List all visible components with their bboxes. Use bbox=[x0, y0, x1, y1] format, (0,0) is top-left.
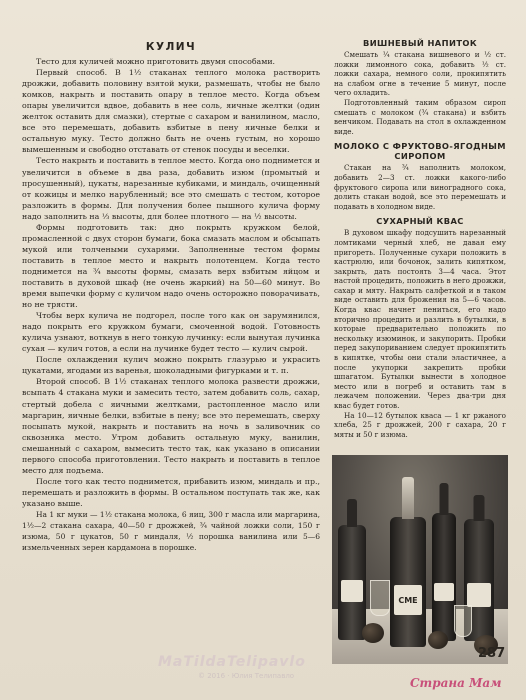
kvass-title: СУХАРНЫЙ КВАС bbox=[376, 216, 464, 227]
glass-right bbox=[454, 605, 472, 637]
kulich-ingredients: На 1 кг муки — 1½ стакана молока, 6 яиц, 300 г масла или маргарина, 1½—2 стакана сахара, 40—50 г дрожжей, ¾ чайной ложки соли, 150 г изюма, 50 г цукатов, 50 г миндаля, ½ порошка ванилина или 5—6 измельченных зерен кардамона в порошке. bbox=[22, 509, 320, 553]
kvass-ingredients: На 10—12 бутылок кваса — 1 кг ржаного хлеба, 25 г дрожжей, 200 г сахара, 20 г мяты и 50 г изюма. bbox=[334, 410, 506, 439]
method-1-paragraph-3: Формы подготовить так: дно покрыть кружком белой, промасленной с двух сторон бумаги, бока смазать маслом и обсыпать мукой или толчеными сухарями. Заполненные тестом формы поставить в теплое место и накрыть полотенцем. Когда тесто поднимется на ¾ высоты формы, смазать верх взбитым яйцом и поставить в духовой шкаф (не очень жаркий) на 50—60 минут. Во время выпечки форму с куличом надо очень осторожно поворачивать, но не трясти. bbox=[22, 222, 320, 310]
bottle-label-text: СМЕ bbox=[394, 585, 423, 615]
cherry-drink-title: ВИШНЕВЫЙ НАПИТОК bbox=[362, 38, 478, 48]
method-1-paragraph-1: Первый способ. В 1½ стаканах теплого молока растворить дрожжи, добавить половину взятой муки, размешать, чтобы не было комков, накрыть и поставить опару в теплое место. Когда объем опары увеличится вдвое, добавить в нее соль, яичные желтки (один желток оставить для смазки), стертые с сахаром и ванилином, масло, все это перемешать, добавить взбитые в пену яичные белки и остальную муку. Тесто должно быть не очень густым, но хорошо вымешенным и свободно отставать от стенок посуды и веселки. bbox=[22, 68, 320, 155]
kulich-intro: Тесто для куличей можно приготовить двумя способами. bbox=[36, 57, 276, 67]
method-1-paragraph-5: После охлаждения кулич можно покрыть глазурью и украсить цукатами, ягодами из варенья, шоколадными фигурками и т. п. bbox=[22, 355, 320, 376]
fruit-2 bbox=[428, 631, 448, 649]
glass-left bbox=[370, 580, 390, 616]
champagne-bottle bbox=[390, 517, 426, 647]
left-column bbox=[22, 42, 320, 553]
cherry-drink-paragraph-1: Смешать ¼ стакана вишневого и ½ ст. ложки лимонного сока, добавить ½ ст. ложки сахара, немного соли, прокипятить на слабом огне в течение 5 минут, после чего охладить. bbox=[334, 50, 506, 98]
method-2-paragraph-2: После того как тесто поднимется, прибавить изюм, миндаль и пр., перемешать и разложить в формы. В остальном поступать так же, как указано выше. bbox=[22, 476, 320, 508]
milk-syrup-paragraph: Стакан на ¾ наполнить молоком, добавить 2—3 ст. ложки какого-либо фруктового сиропа или виноградного сока, долить стакан водой, все это перемешать и подавать в холодном виде. bbox=[334, 163, 506, 211]
method-1-paragraph-4: Чтобы верх кулича не подгорел, после того как он зарумянился, надо покрыть его кружком бумаги, смоченной водой. Готовность кулича узнают, воткнув в него тонкую лучинку: если вынутая лучинка сухая — кулич готов, а если на лучинке будет тесто — кулич сырой. bbox=[22, 311, 320, 354]
bottle-middle bbox=[432, 513, 456, 641]
cherry-drink-paragraph-2: Подготовленный таким образом сироп смешать с молоком (¾ стакана) и взбить венчиком. Подавать на стол в охлажденном виде. bbox=[334, 97, 506, 136]
milk-syrup-title: МОЛОКО С ФРУКТОВО-ЯГОДНЫМ СИРОПОМ bbox=[334, 141, 506, 162]
right-column bbox=[334, 38, 506, 439]
site-logo: Страна Мам bbox=[410, 676, 502, 690]
watermark: MaTildaTelipavlo bbox=[158, 654, 306, 670]
kulich-title: КУЛИЧ bbox=[145, 41, 197, 53]
method-2-paragraph-1: Второй способ. В 1½ стаканах теплого молока развести дрожжи, всыпать 4 стакана муки и замесить тесто, затем добавить соль, сахар, стертый добела с яичными желтками, растопленное масло или маргарин, яичные белки, взбитые в пену; все это перемешать, сверху посыпать мукой, накрыть и поставить на ночь в заливочник со сквозняка место. Утром добавить остальную муку, ванилин, смешанный с сахаром, вымесить тесто так, как указано в описании первого способа приготовления. Тесто накрыть и поставить в теплое место для подъема. bbox=[22, 377, 320, 475]
bottle-left bbox=[338, 525, 366, 640]
page-number: 287 bbox=[478, 646, 506, 661]
method-1-paragraph-2: Тесто накрыть и поставить в теплое место. Когда оно поднимется и увеличится в объеме в два раза, добавить изюм (промытый и просушенный), цукаты, нарезанные кубиками, и миндаль, очищенный от кожицы и мелко нарубленный; все это смешать с тестом, которое разложить в формы. Для получения более пышного кулича форму надо заполнить на ⅓ высоты, для более плотного — на ½ высоты. bbox=[22, 156, 320, 221]
fruit-1 bbox=[362, 623, 384, 643]
watermark-sub: © 2016 · Юлия Телипавло bbox=[198, 672, 295, 680]
drinks-photo bbox=[332, 455, 508, 664]
kvass-paragraph: В духовом шкафу подсушить нарезанный ломтиками черный хлеб, не давая ему пригореть. Полученные сухари положить в кастрюлю, или бочонок, залить кипятком, закрыть, дать постоять 3—4 часа. Этот настой процедить, положить в него дрожжи, сахар и мяту. Накрыть салфеткой и в таком виде оставить для брожения на 5—6 часов. Когда квас начнет пениться, его надо вторично процедить и разлить в бутылки, в которые предварительно положить по нескольку изюминок, и закупорить. Пробки перед закупориванием следует прокипятить в кипятке, чтобы они стали эластичнее, а после укупорки закрепить пробки шпагатом. Бутылки вынести в холодное место или в погреб и оставить там в лежачем положении. Через два-три дня квас будет готов. bbox=[334, 228, 506, 410]
